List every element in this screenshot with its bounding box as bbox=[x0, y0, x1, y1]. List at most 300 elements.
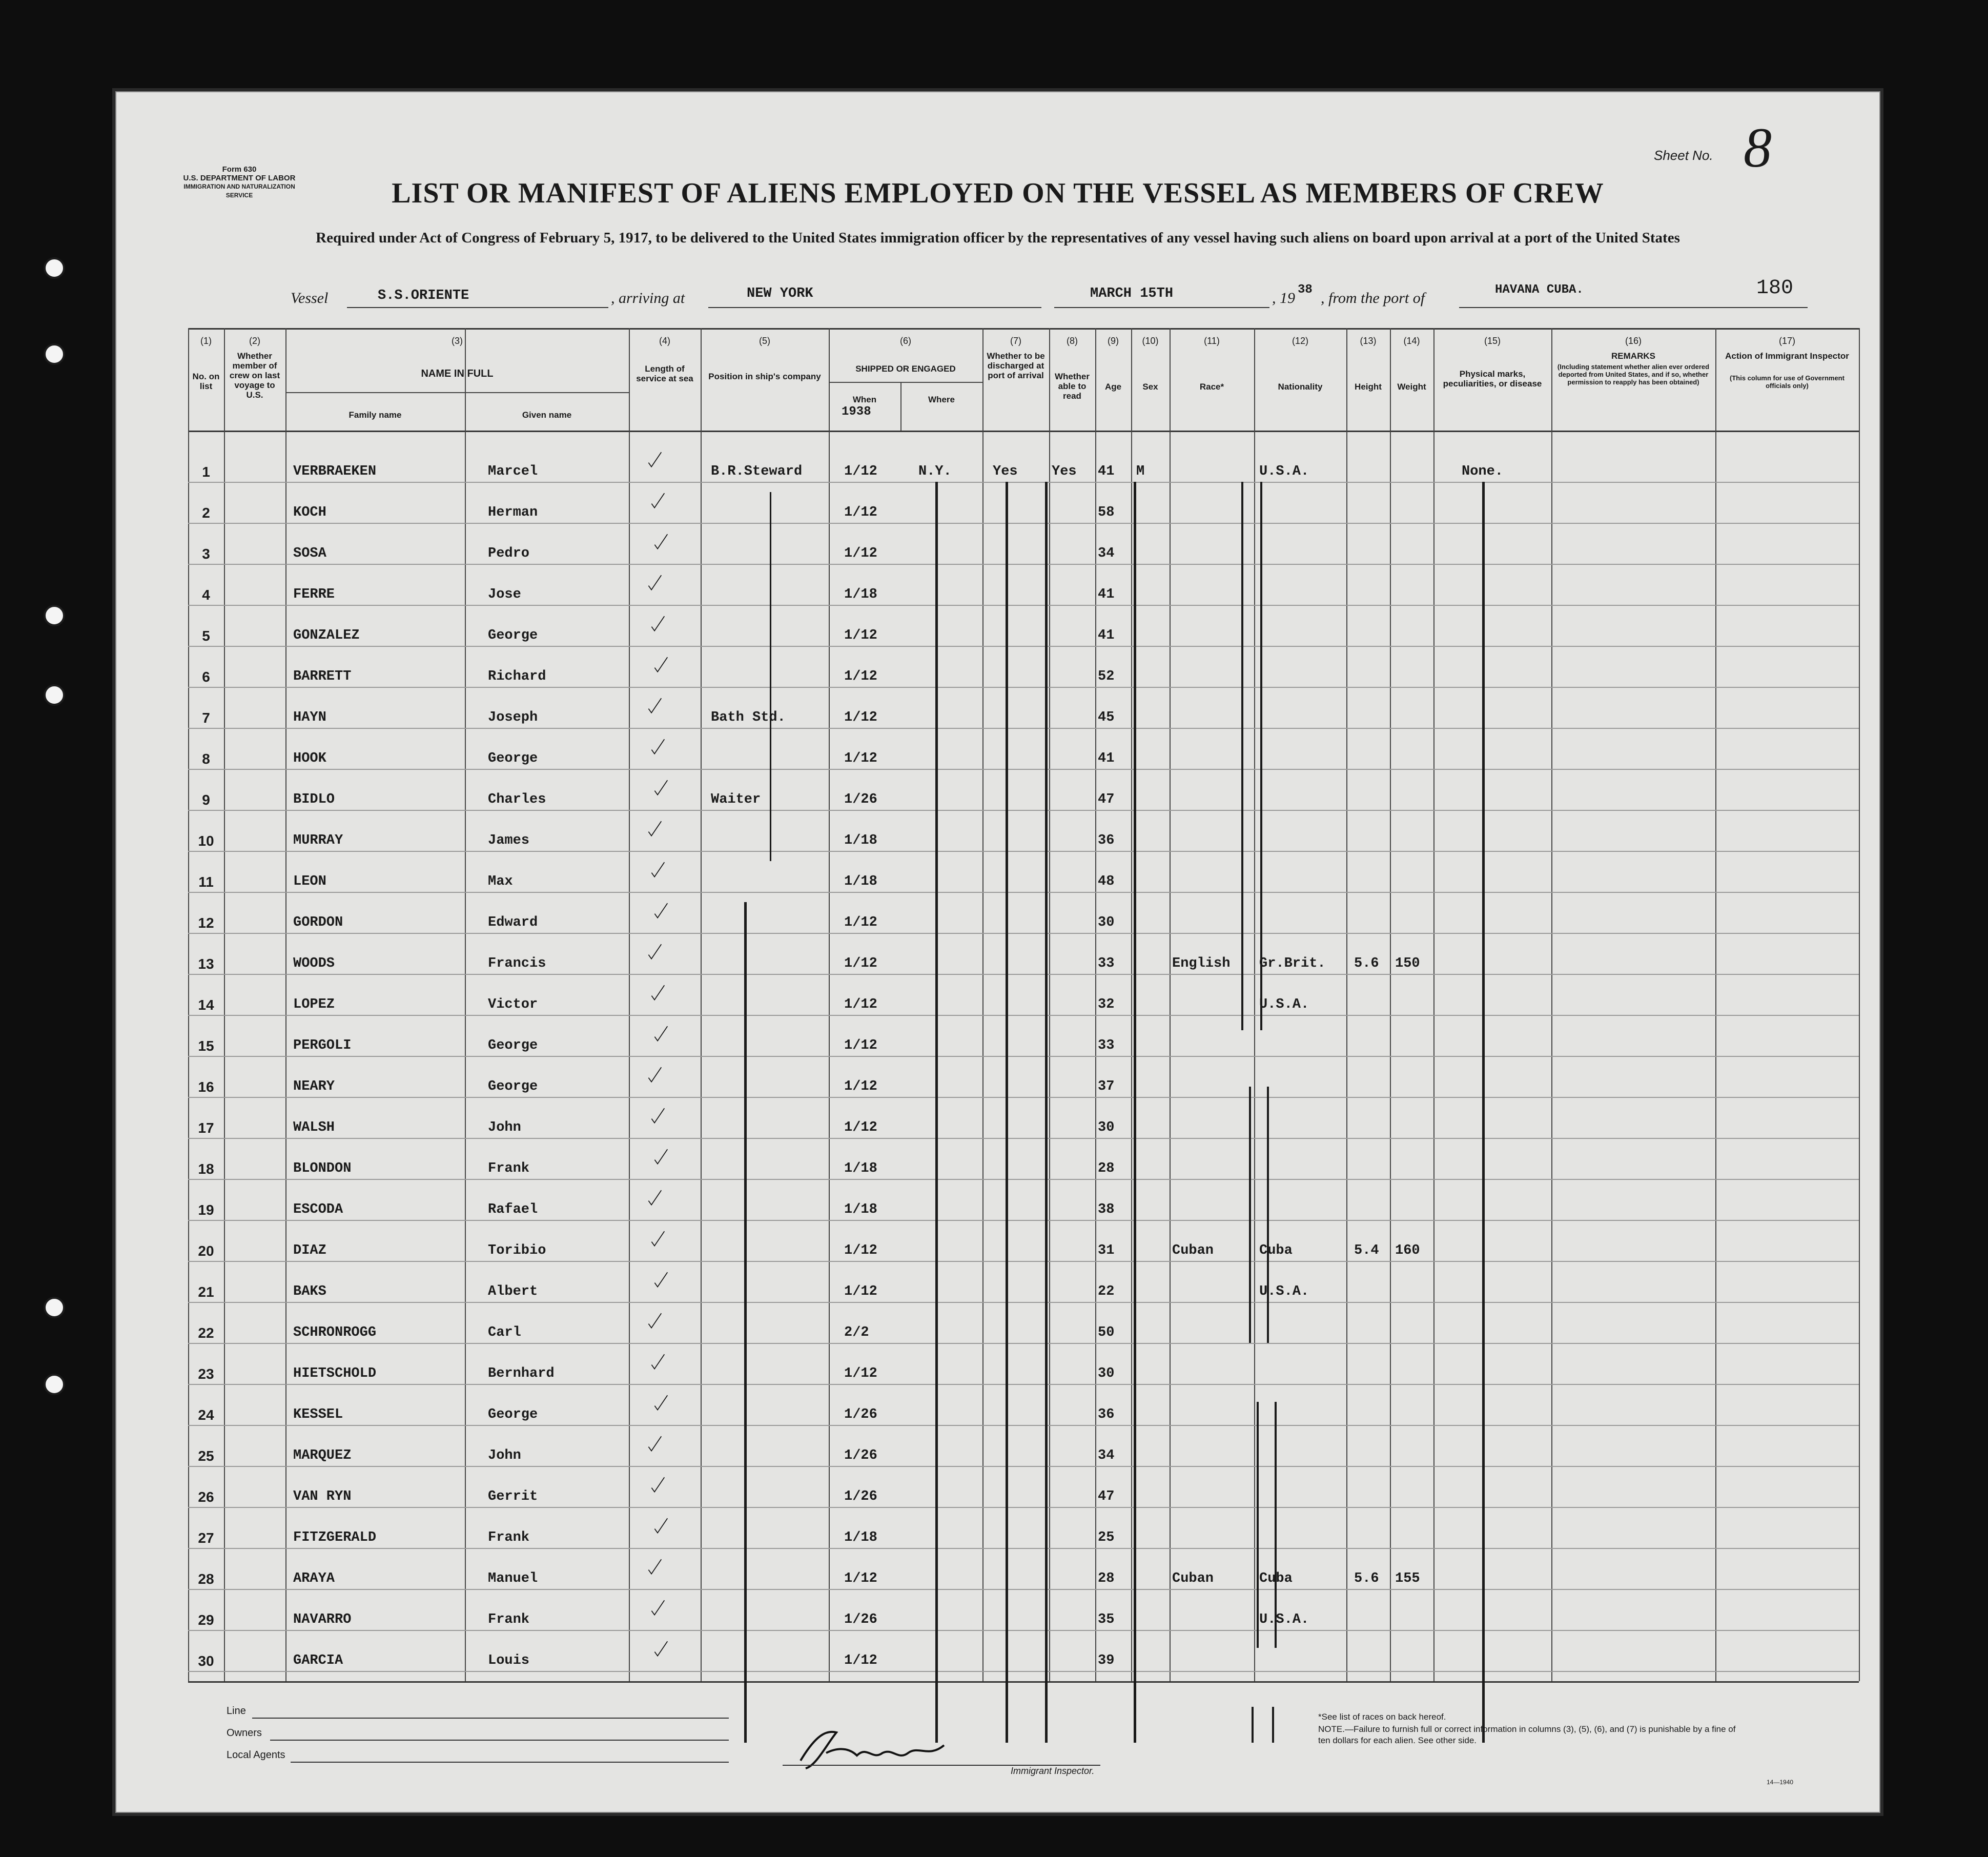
given-name-cell: Albert bbox=[488, 1284, 538, 1299]
inspector-label: Immigrant Inspector. bbox=[1011, 1766, 1095, 1776]
age-cell: 34 bbox=[1098, 546, 1115, 561]
row-divider bbox=[188, 1589, 1859, 1590]
age-cell: 45 bbox=[1098, 710, 1115, 725]
row-number-cell: 1 bbox=[202, 464, 210, 480]
binder-hole bbox=[44, 1374, 65, 1395]
check-mark-icon bbox=[653, 900, 670, 922]
family-name-cell: VAN RYN bbox=[293, 1489, 352, 1504]
weight-cell: 155 bbox=[1395, 1571, 1420, 1586]
col-number: (9) bbox=[1108, 336, 1119, 346]
family-name-cell: GONZALEZ bbox=[293, 628, 360, 643]
form-number: Form 630 bbox=[222, 165, 257, 174]
family-name-cell: ESCODA bbox=[293, 1202, 343, 1217]
from-label: , from the port of bbox=[1321, 290, 1425, 307]
shipped-when-cell: 1/26 bbox=[844, 1489, 877, 1504]
shipped-when-cell: 1/26 bbox=[844, 792, 877, 807]
check-mark-icon bbox=[647, 818, 664, 840]
family-name-cell: PERGOLI bbox=[293, 1038, 352, 1053]
col-header-remarks-detail: (Including statement whether alien ever ordered deported from United States, and if so, whether permission to reapply has been obtained) bbox=[1557, 363, 1710, 386]
shipped-when-cell: 1/12 bbox=[844, 628, 877, 643]
col-header-no: No. on list bbox=[192, 372, 220, 391]
row-number-cell: 16 bbox=[198, 1079, 214, 1095]
col-header-family-name: Family name bbox=[349, 410, 402, 420]
age-cell: 28 bbox=[1098, 1161, 1115, 1176]
family-name-cell: NEARY bbox=[293, 1079, 335, 1094]
row-divider bbox=[188, 482, 1859, 483]
shipped-when-cell: 1/12 bbox=[844, 1038, 877, 1053]
shipped-when-cell: 1/18 bbox=[844, 1161, 877, 1176]
shipped-when-cell: 1/12 bbox=[844, 1571, 877, 1586]
check-mark-icon bbox=[653, 1023, 670, 1045]
page-title: LIST OR MANIFEST OF ALIENS EMPLOYED ON THE VESSEL AS MEMBERS OF CREW bbox=[392, 177, 1604, 209]
ditto-mark bbox=[770, 492, 771, 861]
row-number-cell: 19 bbox=[198, 1202, 214, 1218]
check-mark-icon bbox=[647, 1433, 664, 1455]
shipped-when-cell: 1/12 bbox=[844, 997, 877, 1012]
height-cell: 5.4 bbox=[1354, 1243, 1379, 1258]
family-name-cell: SOSA bbox=[293, 546, 326, 561]
row-number-cell: 4 bbox=[202, 587, 210, 603]
year-prefix: , 19 bbox=[1272, 290, 1295, 307]
shipped-year: 1938 bbox=[842, 405, 871, 419]
row-number-cell: 23 bbox=[198, 1366, 214, 1382]
sex-cell: M bbox=[1136, 464, 1145, 479]
row-divider bbox=[188, 1179, 1859, 1180]
family-name-cell: FITZGERALD bbox=[293, 1530, 377, 1545]
row-number-cell: 24 bbox=[198, 1407, 214, 1423]
col-header-read: Whether able to read bbox=[1055, 372, 1090, 401]
given-name-cell: John bbox=[488, 1120, 521, 1135]
row-number-cell: 25 bbox=[198, 1448, 214, 1464]
row-divider bbox=[188, 1343, 1859, 1344]
row-divider bbox=[188, 851, 1859, 852]
shipped-when-cell: 1/12 bbox=[844, 751, 877, 766]
vessel-name: S.S.ORIENTE bbox=[378, 288, 469, 303]
year-suffix: 38 bbox=[1298, 283, 1313, 297]
row-divider bbox=[188, 1548, 1859, 1549]
service-name: IMMIGRATION AND NATURALIZATION SERVICE bbox=[183, 183, 295, 199]
ditto-mark bbox=[1045, 482, 1048, 1743]
header-bottom-border bbox=[188, 431, 1859, 432]
family-name-cell: KESSEL bbox=[293, 1407, 343, 1422]
given-name-cell: George bbox=[488, 1407, 538, 1422]
col-header-age: Age bbox=[1104, 382, 1122, 392]
col-header-given-name: Given name bbox=[522, 410, 572, 420]
check-mark-icon bbox=[650, 1597, 667, 1619]
arrival-date: MARCH 15TH bbox=[1090, 286, 1174, 301]
age-cell: 35 bbox=[1098, 1612, 1115, 1627]
row-number-cell: 6 bbox=[202, 669, 210, 685]
shipped-when-cell: 1/18 bbox=[844, 587, 877, 602]
row-divider bbox=[188, 605, 1859, 606]
arrival-port: NEW YORK bbox=[747, 286, 813, 301]
age-cell: 30 bbox=[1098, 1120, 1115, 1135]
position-cell: Waiter bbox=[711, 792, 761, 807]
col-header-remarks: REMARKS bbox=[1611, 351, 1655, 361]
row-number-cell: 9 bbox=[202, 792, 210, 808]
row-number-cell: 21 bbox=[198, 1284, 214, 1300]
col-header-name: NAME IN FULL bbox=[421, 368, 494, 379]
check-mark-icon bbox=[647, 572, 664, 594]
height-cell: 5.6 bbox=[1354, 1571, 1379, 1586]
given-name-cell: Toribio bbox=[488, 1243, 546, 1258]
col-header-when: When bbox=[852, 395, 877, 404]
check-mark-icon bbox=[650, 1351, 667, 1373]
nationality-cell: U.S.A. bbox=[1259, 1612, 1309, 1627]
given-name-cell: Max bbox=[488, 874, 513, 889]
age-cell: 34 bbox=[1098, 1448, 1115, 1463]
row-number-cell: 18 bbox=[198, 1161, 214, 1177]
row-number-cell: 26 bbox=[198, 1489, 214, 1505]
binder-hole bbox=[44, 343, 65, 365]
col-header-nationality: Nationality bbox=[1278, 382, 1323, 392]
col-header-inspector-detail: (This column for use of Government officials only) bbox=[1730, 374, 1844, 390]
table-top-border bbox=[188, 328, 1859, 330]
col-header-position: Position in ship's company bbox=[708, 372, 821, 381]
row-number-cell: 11 bbox=[198, 874, 214, 890]
col-number: (8) bbox=[1067, 336, 1078, 346]
given-name-cell: Marcel bbox=[488, 464, 538, 479]
row-number-cell: 29 bbox=[198, 1612, 214, 1628]
col-number: (12) bbox=[1292, 336, 1308, 346]
given-name-cell: Herman bbox=[488, 505, 538, 520]
race-cell: Cuban bbox=[1172, 1243, 1214, 1258]
col-number: (14) bbox=[1403, 336, 1420, 346]
col-header-discharged: Whether to be discharged at port of arrival bbox=[987, 351, 1045, 380]
race-cell: Cuban bbox=[1172, 1571, 1214, 1586]
position-cell: Bath Std. bbox=[711, 710, 786, 725]
weight-cell: 150 bbox=[1395, 956, 1420, 971]
row-number-cell: 22 bbox=[198, 1325, 214, 1341]
family-name-cell: WALSH bbox=[293, 1120, 335, 1135]
shipped-when-cell: 1/26 bbox=[844, 1612, 877, 1627]
row-divider bbox=[188, 1302, 1859, 1303]
col-header-shipped: SHIPPED OR ENGAGED bbox=[855, 364, 956, 374]
nationality-cell: U.S.A. bbox=[1259, 464, 1309, 479]
races-note: *See list of races on back hereof. bbox=[1318, 1712, 1446, 1722]
col-header-service-length: Length of service at sea bbox=[636, 364, 693, 383]
ditto-mark bbox=[1252, 1707, 1254, 1743]
family-name-cell: NAVARRO bbox=[293, 1612, 352, 1627]
nationality-cell: U.S.A. bbox=[1259, 1284, 1309, 1299]
shipped-when-cell: 1/12 bbox=[844, 546, 877, 561]
check-mark-icon bbox=[653, 1392, 670, 1414]
binder-hole bbox=[44, 684, 65, 706]
given-name-cell: Francis bbox=[488, 956, 546, 971]
given-name-cell: Frank bbox=[488, 1612, 530, 1627]
given-name-cell: Charles bbox=[488, 792, 546, 807]
age-cell: 47 bbox=[1098, 792, 1115, 807]
age-cell: 50 bbox=[1098, 1325, 1115, 1340]
shipped-when-cell: 1/12 bbox=[844, 1120, 877, 1135]
departure-port: HAVANA CUBA. bbox=[1495, 283, 1584, 297]
given-name-cell: Manuel bbox=[488, 1571, 538, 1586]
row-divider bbox=[188, 564, 1859, 565]
family-name-cell: VERBRAEKEN bbox=[293, 464, 377, 479]
age-cell: 37 bbox=[1098, 1079, 1115, 1094]
given-name-cell: Bernhard bbox=[488, 1366, 555, 1381]
row-number-cell: 13 bbox=[198, 956, 214, 972]
given-name-cell: Edward bbox=[488, 915, 538, 930]
check-mark-icon bbox=[650, 489, 667, 512]
col-header-inspector-action: Action of Immigrant Inspector bbox=[1725, 351, 1849, 361]
given-name-cell: Frank bbox=[488, 1161, 530, 1176]
age-cell: 41 bbox=[1098, 751, 1115, 766]
nationality-cell: Cuba bbox=[1259, 1243, 1293, 1258]
row-divider bbox=[188, 1425, 1859, 1426]
row-number-cell: 27 bbox=[198, 1530, 214, 1546]
family-name-cell: BAKS bbox=[293, 1284, 326, 1299]
given-name-cell: Gerrit bbox=[488, 1489, 538, 1504]
physical-marks-cell: None. bbox=[1462, 464, 1504, 479]
row-divider bbox=[188, 1138, 1859, 1139]
row-divider bbox=[188, 1630, 1859, 1631]
given-name-cell: Richard bbox=[488, 669, 546, 684]
check-mark-icon bbox=[653, 1515, 670, 1537]
given-name-cell: George bbox=[488, 628, 538, 643]
col-header-race: Race* bbox=[1199, 382, 1224, 392]
col-header-height: Height bbox=[1355, 382, 1382, 392]
check-mark-icon bbox=[653, 530, 670, 553]
given-name-cell: Rafael bbox=[488, 1202, 538, 1217]
check-mark-icon bbox=[653, 1146, 670, 1168]
vessel-label: Vessel bbox=[291, 290, 329, 307]
age-cell: 41 bbox=[1098, 628, 1115, 643]
check-mark-icon bbox=[647, 448, 664, 471]
row-divider bbox=[188, 1261, 1859, 1262]
age-cell: 25 bbox=[1098, 1530, 1115, 1545]
nationality-cell: U.S.A. bbox=[1259, 997, 1309, 1012]
family-name-cell: GORDON bbox=[293, 915, 343, 930]
age-cell: 38 bbox=[1098, 1202, 1115, 1217]
given-name-cell: George bbox=[488, 1079, 538, 1094]
row-number-cell: 5 bbox=[202, 628, 210, 644]
ditto-mark bbox=[1272, 1707, 1274, 1743]
family-name-cell: DIAZ bbox=[293, 1243, 326, 1258]
shipped-when-cell: 1/12 bbox=[844, 915, 877, 930]
family-name-cell: BARRETT bbox=[293, 669, 352, 684]
shipped-where-cell: N.Y. bbox=[918, 464, 952, 479]
ditto-mark bbox=[1275, 1402, 1277, 1648]
given-name-cell: Pedro bbox=[488, 546, 530, 561]
check-mark-icon bbox=[647, 1187, 664, 1209]
check-mark-icon bbox=[653, 1638, 670, 1660]
check-mark-icon bbox=[650, 736, 667, 758]
row-number-cell: 3 bbox=[202, 546, 210, 562]
col-number: (5) bbox=[759, 336, 770, 346]
shipped-when-cell: 1/26 bbox=[844, 1407, 877, 1422]
family-name-cell: FERRE bbox=[293, 587, 335, 602]
given-name-cell: James bbox=[488, 833, 530, 848]
row-number-cell: 14 bbox=[198, 997, 214, 1013]
age-cell: 32 bbox=[1098, 997, 1115, 1012]
binder-hole bbox=[44, 257, 65, 279]
row-divider bbox=[188, 1466, 1859, 1467]
given-name-cell: Louis bbox=[488, 1653, 530, 1668]
family-name-cell: KOCH bbox=[293, 505, 326, 520]
department-name: U.S. DEPARTMENT OF LABOR bbox=[183, 174, 296, 182]
col-number: (10) bbox=[1142, 336, 1159, 346]
check-mark-icon bbox=[647, 1310, 664, 1332]
row-divider bbox=[188, 687, 1859, 688]
col-header-sex: Sex bbox=[1142, 382, 1158, 392]
row-divider bbox=[188, 933, 1859, 934]
row-divider bbox=[188, 1671, 1859, 1672]
ditto-mark bbox=[1241, 482, 1243, 1030]
ditto-mark bbox=[1006, 482, 1008, 1743]
family-name-cell: MURRAY bbox=[293, 833, 343, 848]
age-cell: 28 bbox=[1098, 1571, 1115, 1586]
ditto-mark bbox=[1482, 482, 1485, 1743]
row-divider bbox=[188, 523, 1859, 524]
family-name-cell: ARAYA bbox=[293, 1571, 335, 1586]
check-mark-icon bbox=[647, 941, 664, 963]
shipped-when-cell: 1/12 bbox=[844, 1366, 877, 1381]
family-name-cell: MARQUEZ bbox=[293, 1448, 352, 1463]
weight-cell: 160 bbox=[1395, 1243, 1420, 1258]
row-number-cell: 17 bbox=[198, 1120, 214, 1136]
check-mark-icon bbox=[647, 695, 664, 717]
age-cell: 36 bbox=[1098, 833, 1115, 848]
manifest-sheet bbox=[115, 91, 1880, 1813]
shipped-when-cell: 1/12 bbox=[844, 1653, 877, 1668]
col-number: (15) bbox=[1484, 336, 1501, 346]
col-number: (13) bbox=[1360, 336, 1377, 346]
age-cell: 30 bbox=[1098, 1366, 1115, 1381]
given-name-cell: George bbox=[488, 751, 538, 766]
binder-hole bbox=[44, 605, 65, 626]
nationality-cell: Cuba bbox=[1259, 1571, 1293, 1586]
age-cell: 30 bbox=[1098, 915, 1115, 930]
check-mark-icon bbox=[647, 1556, 664, 1578]
shipped-when-cell: 1/12 bbox=[844, 1243, 877, 1258]
family-name-cell: HIETSCHOLD bbox=[293, 1366, 377, 1381]
ditto-mark bbox=[1260, 482, 1262, 1030]
check-mark-icon bbox=[650, 1105, 667, 1127]
shipped-when-cell: 1/12 bbox=[844, 505, 877, 520]
family-name-cell: LEON bbox=[293, 874, 326, 889]
row-number-cell: 7 bbox=[202, 710, 210, 726]
row-number-cell: 2 bbox=[202, 505, 210, 521]
penalty-note: NOTE.—Failure to furnish full or correct information in columns (3), (5), (6), and (7) is punishable by a fine of ten dollars for each alien. See other side. bbox=[1318, 1724, 1736, 1745]
row-number-cell: 30 bbox=[198, 1653, 214, 1669]
height-cell: 5.6 bbox=[1354, 956, 1379, 971]
shipped-when-cell: 1/12 bbox=[844, 669, 877, 684]
nationality-cell: Gr.Brit. bbox=[1259, 956, 1326, 971]
row-number-cell: 8 bbox=[202, 751, 210, 767]
shipped-when-cell: 1/18 bbox=[844, 1530, 877, 1545]
col-header-physical-marks: Physical marks, peculiarities, or disease bbox=[1443, 369, 1542, 389]
age-cell: 48 bbox=[1098, 874, 1115, 889]
row-divider bbox=[188, 1220, 1859, 1221]
page-number: 180 bbox=[1756, 277, 1794, 300]
row-divider bbox=[188, 974, 1859, 975]
col-number: (11) bbox=[1204, 336, 1220, 346]
page-subtitle: Required under Act of Congress of February 5, 1917, to be delivered to the United States immigration officer by the representatives of any vessel having such aliens on board upon arrival at a port of the United States bbox=[316, 230, 1680, 246]
row-number-cell: 15 bbox=[198, 1038, 214, 1054]
col-header-last-voyage: Whether member of crew on last voyage to U.S. bbox=[229, 351, 280, 400]
col-number: (17) bbox=[1778, 336, 1795, 346]
ditto-mark bbox=[1267, 1087, 1269, 1343]
family-name-cell: BLONDON bbox=[293, 1161, 352, 1176]
check-mark-icon bbox=[650, 982, 667, 1004]
col-number: (6) bbox=[900, 336, 911, 346]
agents-label: Local Agents bbox=[227, 1749, 285, 1761]
row-divider bbox=[188, 1097, 1859, 1098]
position-cell: B.R.Steward bbox=[711, 464, 803, 479]
given-name-cell: Jose bbox=[488, 587, 521, 602]
family-name-cell: WOODS bbox=[293, 956, 335, 971]
check-mark-icon bbox=[653, 1269, 670, 1291]
given-name-cell: Carl bbox=[488, 1325, 521, 1340]
check-mark-icon bbox=[650, 859, 667, 881]
age-cell: 47 bbox=[1098, 1489, 1115, 1504]
sheet-label: Sheet No. bbox=[1654, 148, 1713, 163]
col-number: (3) bbox=[452, 336, 463, 346]
age-cell: 52 bbox=[1098, 669, 1115, 684]
family-name-cell: LOPEZ bbox=[293, 997, 335, 1012]
col-header-weight: Weight bbox=[1397, 382, 1426, 392]
print-code: 14—1940 bbox=[1767, 1779, 1794, 1786]
row-divider bbox=[188, 769, 1859, 770]
col-header-where: Where bbox=[928, 395, 955, 404]
arriving-label: , arriving at bbox=[611, 290, 685, 307]
col-number: (4) bbox=[659, 336, 670, 346]
binder-hole bbox=[44, 1297, 65, 1318]
row-divider bbox=[188, 1507, 1859, 1508]
shipped-when-cell: 2/2 bbox=[844, 1325, 869, 1340]
row-divider bbox=[188, 1056, 1859, 1057]
row-divider bbox=[188, 646, 1859, 647]
age-cell: 22 bbox=[1098, 1284, 1115, 1299]
row-number-cell: 20 bbox=[198, 1243, 214, 1259]
age-cell: 41 bbox=[1098, 464, 1115, 479]
col-number: (7) bbox=[1010, 336, 1021, 346]
row-divider bbox=[188, 892, 1859, 893]
check-mark-icon bbox=[650, 1474, 667, 1496]
ditto-mark bbox=[1134, 482, 1136, 1743]
check-mark-icon bbox=[653, 777, 670, 799]
given-name-cell: Victor bbox=[488, 997, 538, 1012]
shipped-when-cell: 1/26 bbox=[844, 1448, 877, 1463]
age-cell: 39 bbox=[1098, 1653, 1115, 1668]
given-name-cell: John bbox=[488, 1448, 521, 1463]
discharged-cell: Yes bbox=[993, 464, 1018, 479]
line-label: Line bbox=[227, 1705, 246, 1717]
shipped-when-cell: 1/18 bbox=[844, 833, 877, 848]
ditto-mark bbox=[1249, 1087, 1251, 1343]
row-divider bbox=[188, 1384, 1859, 1385]
age-cell: 41 bbox=[1098, 587, 1115, 602]
table-bottom-border bbox=[188, 1681, 1859, 1683]
shipped-when-cell: 1/12 bbox=[844, 464, 877, 479]
age-cell: 33 bbox=[1098, 956, 1115, 971]
age-cell: 31 bbox=[1098, 1243, 1115, 1258]
family-name-cell: HOOK bbox=[293, 751, 326, 766]
able-to-read-cell: Yes bbox=[1052, 464, 1077, 479]
check-mark-icon bbox=[650, 613, 667, 635]
age-cell: 36 bbox=[1098, 1407, 1115, 1422]
family-name-cell: SCHRONROGG bbox=[293, 1325, 377, 1340]
race-cell: English bbox=[1172, 956, 1231, 971]
family-name-cell: BIDLO bbox=[293, 792, 335, 807]
row-number-cell: 12 bbox=[198, 915, 214, 931]
ditto-mark bbox=[744, 902, 747, 1743]
row-number-cell: 28 bbox=[198, 1571, 214, 1587]
sheet-number: 8 bbox=[1744, 116, 1772, 179]
col-number: (2) bbox=[249, 336, 260, 346]
given-name-cell: Frank bbox=[488, 1530, 530, 1545]
